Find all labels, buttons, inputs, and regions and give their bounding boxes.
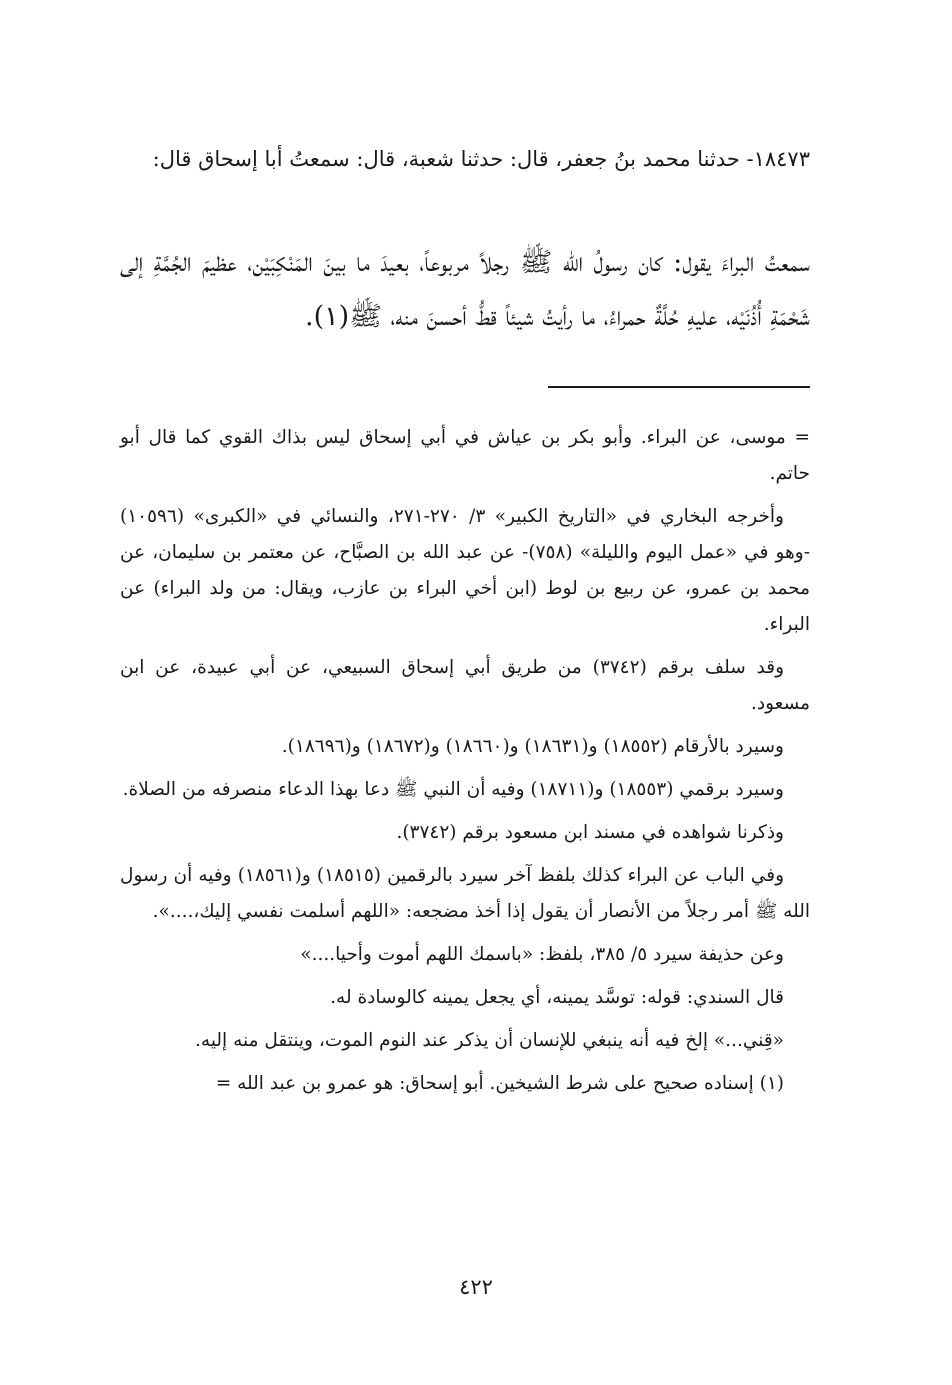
footnote-separator (548, 386, 810, 388)
footnote-paragraph: وعن حذيفة سيرد ٥/ ٣٨٥، بلفظ: «باسمك اللهم أموت وأحيا....» (300, 944, 784, 965)
hadith-text: سمعتُ البراءَ يقول: كان رسولُ الله ﷺ رجلاً مربوعاً، بعيدَ ما بينَ المَنْكِبَيْن، عظيمَ الجُمَّةِ إلى شَحْمَةِ أُذُنَيْه، عليهِ حُلَّةٌ حمراءُ، ما رأيتُ شيئاً قطُّ أحسنَ منه، ﷺ(١). (120, 247, 810, 332)
footnote-paragraph: وفي الباب عن البراء كذلك بلفظ آخر سيرد بالرقمين (١٨٥١٥) و(١٨٥٦١) وفيه أن رسول الله ﷺ أمر رجلاً من الأنصار أن يقول إذا أخذ مضجعه: «اللهم أسلمت نفسي إليك،....». (120, 865, 810, 922)
footnotes (120, 420, 810, 1109)
footnote-paragraph: وأخرجه البخاري في «التاريخ الكبير» ٣/ ٢٧٠-٢٧١، والنسائي في «الكبرى» (١٠٥٩٦) -وهو في «عمل اليوم والليلة» (٧٥٨)- عن عبد الله بن الصبَّاح، عن معتمر بن سليمان، عن محمد بن عمرو، عن ربيع بن لوط (ابن أخي البراء بن عازب، ويقال: من ولد البراء) عن البراء. (120, 506, 810, 635)
footnote-1: (١) إسناده صحيح على شرط الشيخين. أبو إسحاق: هو عمرو بن عبد الله = (215, 1073, 784, 1094)
footnote-paragraph: وقد سلف برقم (٣٧٤٢) من طريق أبي إسحاق السبيعي، عن أبي عبيدة، عن ابن مسعود. (120, 657, 810, 714)
footnote-paragraph: «قِني...» إلخ فيه أنه ينبغي للإنسان أن يذكر عند النوم الموت، وينتقل منه إليه. (195, 1030, 784, 1051)
hadith-header: ١٨٤٧٣- حدثنا محمد بنُ جعفر، قال: حدثنا شعبة، قال: سمعتُ أبا إسحاق قال: (152, 147, 810, 171)
footnote-paragraph: وذكرنا شواهده في مسند ابن مسعود برقم (٣٧٤٢). (396, 822, 784, 843)
footnote-continuation: = موسى، عن البراء. وأبو بكر بن عياش في أبي إسحاق ليس بذاك القوي كما قال أبو حاتم. (120, 427, 810, 484)
page-number: ٤٢٢ (459, 1275, 493, 1299)
footnote-paragraph: وسيرد بالأرقام (١٨٥٥٢) و(١٨٦٣١) و(١٨٦٦٠) و(١٨٦٧٢) و(١٨٦٩٦). (281, 736, 784, 757)
footnote-paragraph: قال السندي: قوله: توسَّد يمينه، أي يجعل يمينه كالوسادة له. (330, 987, 784, 1008)
footnote-paragraph: وسيرد برقمي (١٨٥٥٣) و(١٨٧١١) وفيه أن النبي ﷺ دعا بهذا الدعاء منصرفه من الصلاة. (122, 779, 784, 800)
